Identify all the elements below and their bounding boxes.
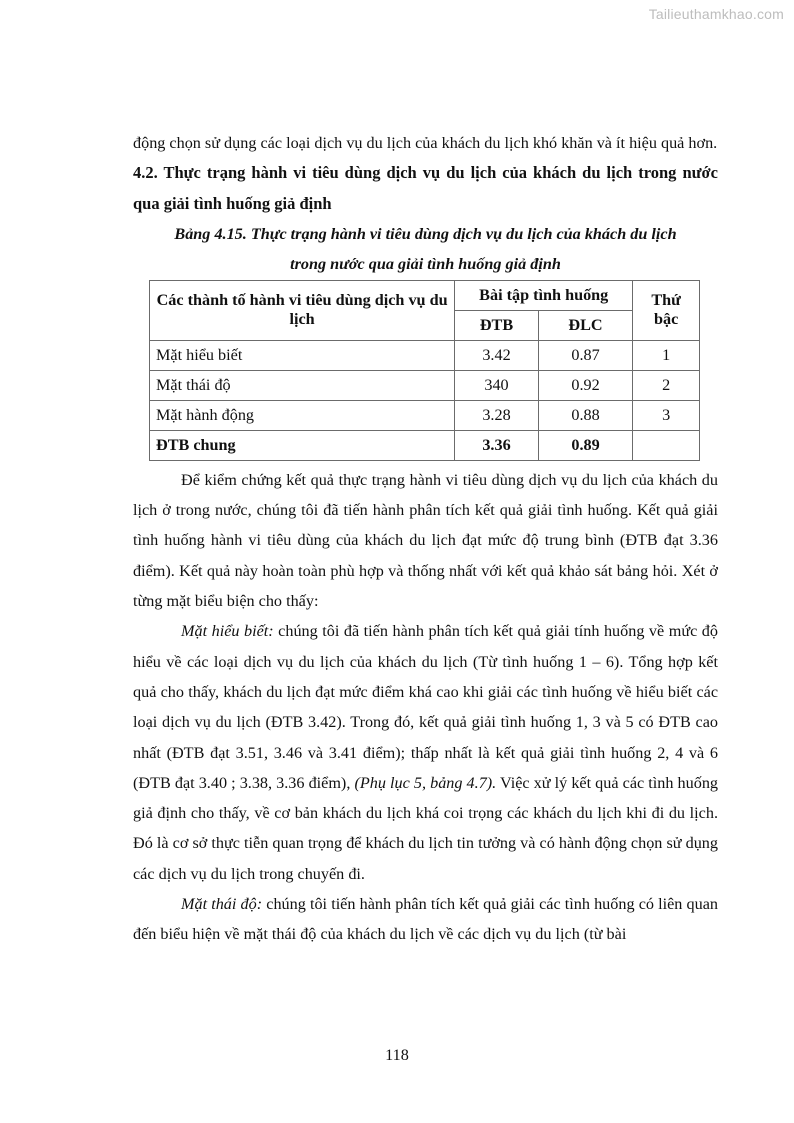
appendix-reference: (Phụ lục 5, bảng 4.7). bbox=[354, 773, 497, 792]
table-caption-line-2: trong nước qua giải tình huống giả định bbox=[290, 254, 561, 273]
row-dlc: 0.88 bbox=[538, 400, 632, 430]
paragraph-attitude-lead: Mặt thái độ: bbox=[181, 895, 263, 914]
paragraph-knowledge-body: chúng tôi đã tiến hành phân tích kết quả giải tính huống về mức độ hiểu về các loại dịch vụ du lịch của khách du lịch (Từ tình huống 1 – 6). Tổng hợp kết quả cho thấy, khách du lịch đạt mức điểm khá cao khi giải các tình huống về hiểu biết các loại dịch vụ du lịch (ĐTB 3.42). Trong đó, kết quả giải tình huống 1, 3 và 5 có ĐTB cao nhất (ĐTB đạt 3.51, 3.46 và 3.41 điểm); thấp nhất là kết quả giải tình huống 2, 4 và 6 (ĐTB đạt 3.40 ; 3.38, 3.36 điểm), bbox=[133, 622, 718, 792]
row-rank: 2 bbox=[633, 370, 700, 400]
paragraph-attitude-body: chúng tôi tiến hành phân tích kết quả giải các tình huống có liên quan đến biểu hiện về mặt thái độ của khách du lịch về các dịch vụ du lịch (từ bài bbox=[133, 895, 718, 944]
table-row bbox=[150, 370, 700, 400]
paragraph-knowledge-lead: Mặt hiểu biết: bbox=[181, 622, 274, 641]
row-dtb: 3.28 bbox=[455, 400, 539, 430]
row-dtb: 3.36 bbox=[455, 430, 539, 460]
row-dlc: 0.87 bbox=[538, 340, 632, 370]
header-case-exercise: Bài tập tình huống bbox=[455, 280, 633, 310]
row-label: ĐTB chung bbox=[150, 430, 455, 460]
paragraph-knowledge-tail: Việc xử lý kết quả các tình huống giả định cho thấy, về cơ bản khách du lịch khá coi trọng các khách du lịch khi đi du lịch. Đó là cơ sở thực tiễn quan trọng để khách du lịch tin tưởng và có hành động chọn sử dụng các dịch vụ du lịch trong chuyến đi. bbox=[133, 773, 719, 883]
paragraph-knowledge bbox=[133, 616, 718, 889]
intro-paragraph: động chọn sử dụng các loại dịch vụ du lịch của khách du lịch khó khăn và ít hiệu quả hơn. bbox=[133, 134, 718, 152]
header-components: Các thành tố hành vi tiêu dùng dịch vụ du lịch bbox=[150, 280, 455, 340]
table-caption-line-1: Bảng 4.15. Thực trạng hành vi tiêu dùng dịch vụ du lịch của khách du lịch bbox=[174, 224, 677, 243]
section-heading: 4.2. Thực trạng hành vi tiêu dùng dịch vụ du lịch của khách du lịch trong nước qua giải tình huống giả định bbox=[133, 163, 718, 213]
watermark: Tailieuthamkhao.com bbox=[648, 6, 784, 22]
table-row-total bbox=[150, 430, 700, 460]
row-dlc: 0.89 bbox=[538, 430, 632, 460]
paragraph-verification: Để kiểm chứng kết quả thực trạng hành vi tiêu dùng dịch vụ du lịch của khách du lịch ở trong nước, chúng tôi đã tiến hành phân tích kết quả giải tình huống. Kết quả giải tình huống hành vi tiêu dùng của khách du lịch đạt mức độ trung bình (ĐTB đạt 3.36 điểm). Kết quả này hoàn toàn phù hợp và thống nhất với kết quả khảo sát bảng hỏi. Xét ở từng mặt biểu biện cho thấy: bbox=[133, 470, 718, 611]
table-caption bbox=[133, 219, 718, 279]
row-label: Mặt hiểu biết bbox=[150, 340, 455, 370]
row-label: Mặt thái độ bbox=[150, 370, 455, 400]
row-rank: 1 bbox=[633, 340, 700, 370]
row-dlc: 0.92 bbox=[538, 370, 632, 400]
row-dtb: 3.42 bbox=[455, 340, 539, 370]
results-table bbox=[149, 280, 700, 461]
page-number: 118 bbox=[385, 1046, 409, 1064]
table-row bbox=[150, 400, 700, 430]
row-label: Mặt hành động bbox=[150, 400, 455, 430]
paragraph-attitude bbox=[133, 889, 718, 950]
header-dlc: ĐLC bbox=[538, 310, 632, 340]
row-rank bbox=[633, 430, 700, 460]
table-row bbox=[150, 340, 700, 370]
header-rank: Thứ bậc bbox=[633, 280, 700, 340]
header-dtb: ĐTB bbox=[455, 310, 539, 340]
table-header-row-1 bbox=[150, 280, 700, 310]
row-dtb: 340 bbox=[455, 370, 539, 400]
page-content bbox=[133, 128, 718, 950]
row-rank: 3 bbox=[633, 400, 700, 430]
